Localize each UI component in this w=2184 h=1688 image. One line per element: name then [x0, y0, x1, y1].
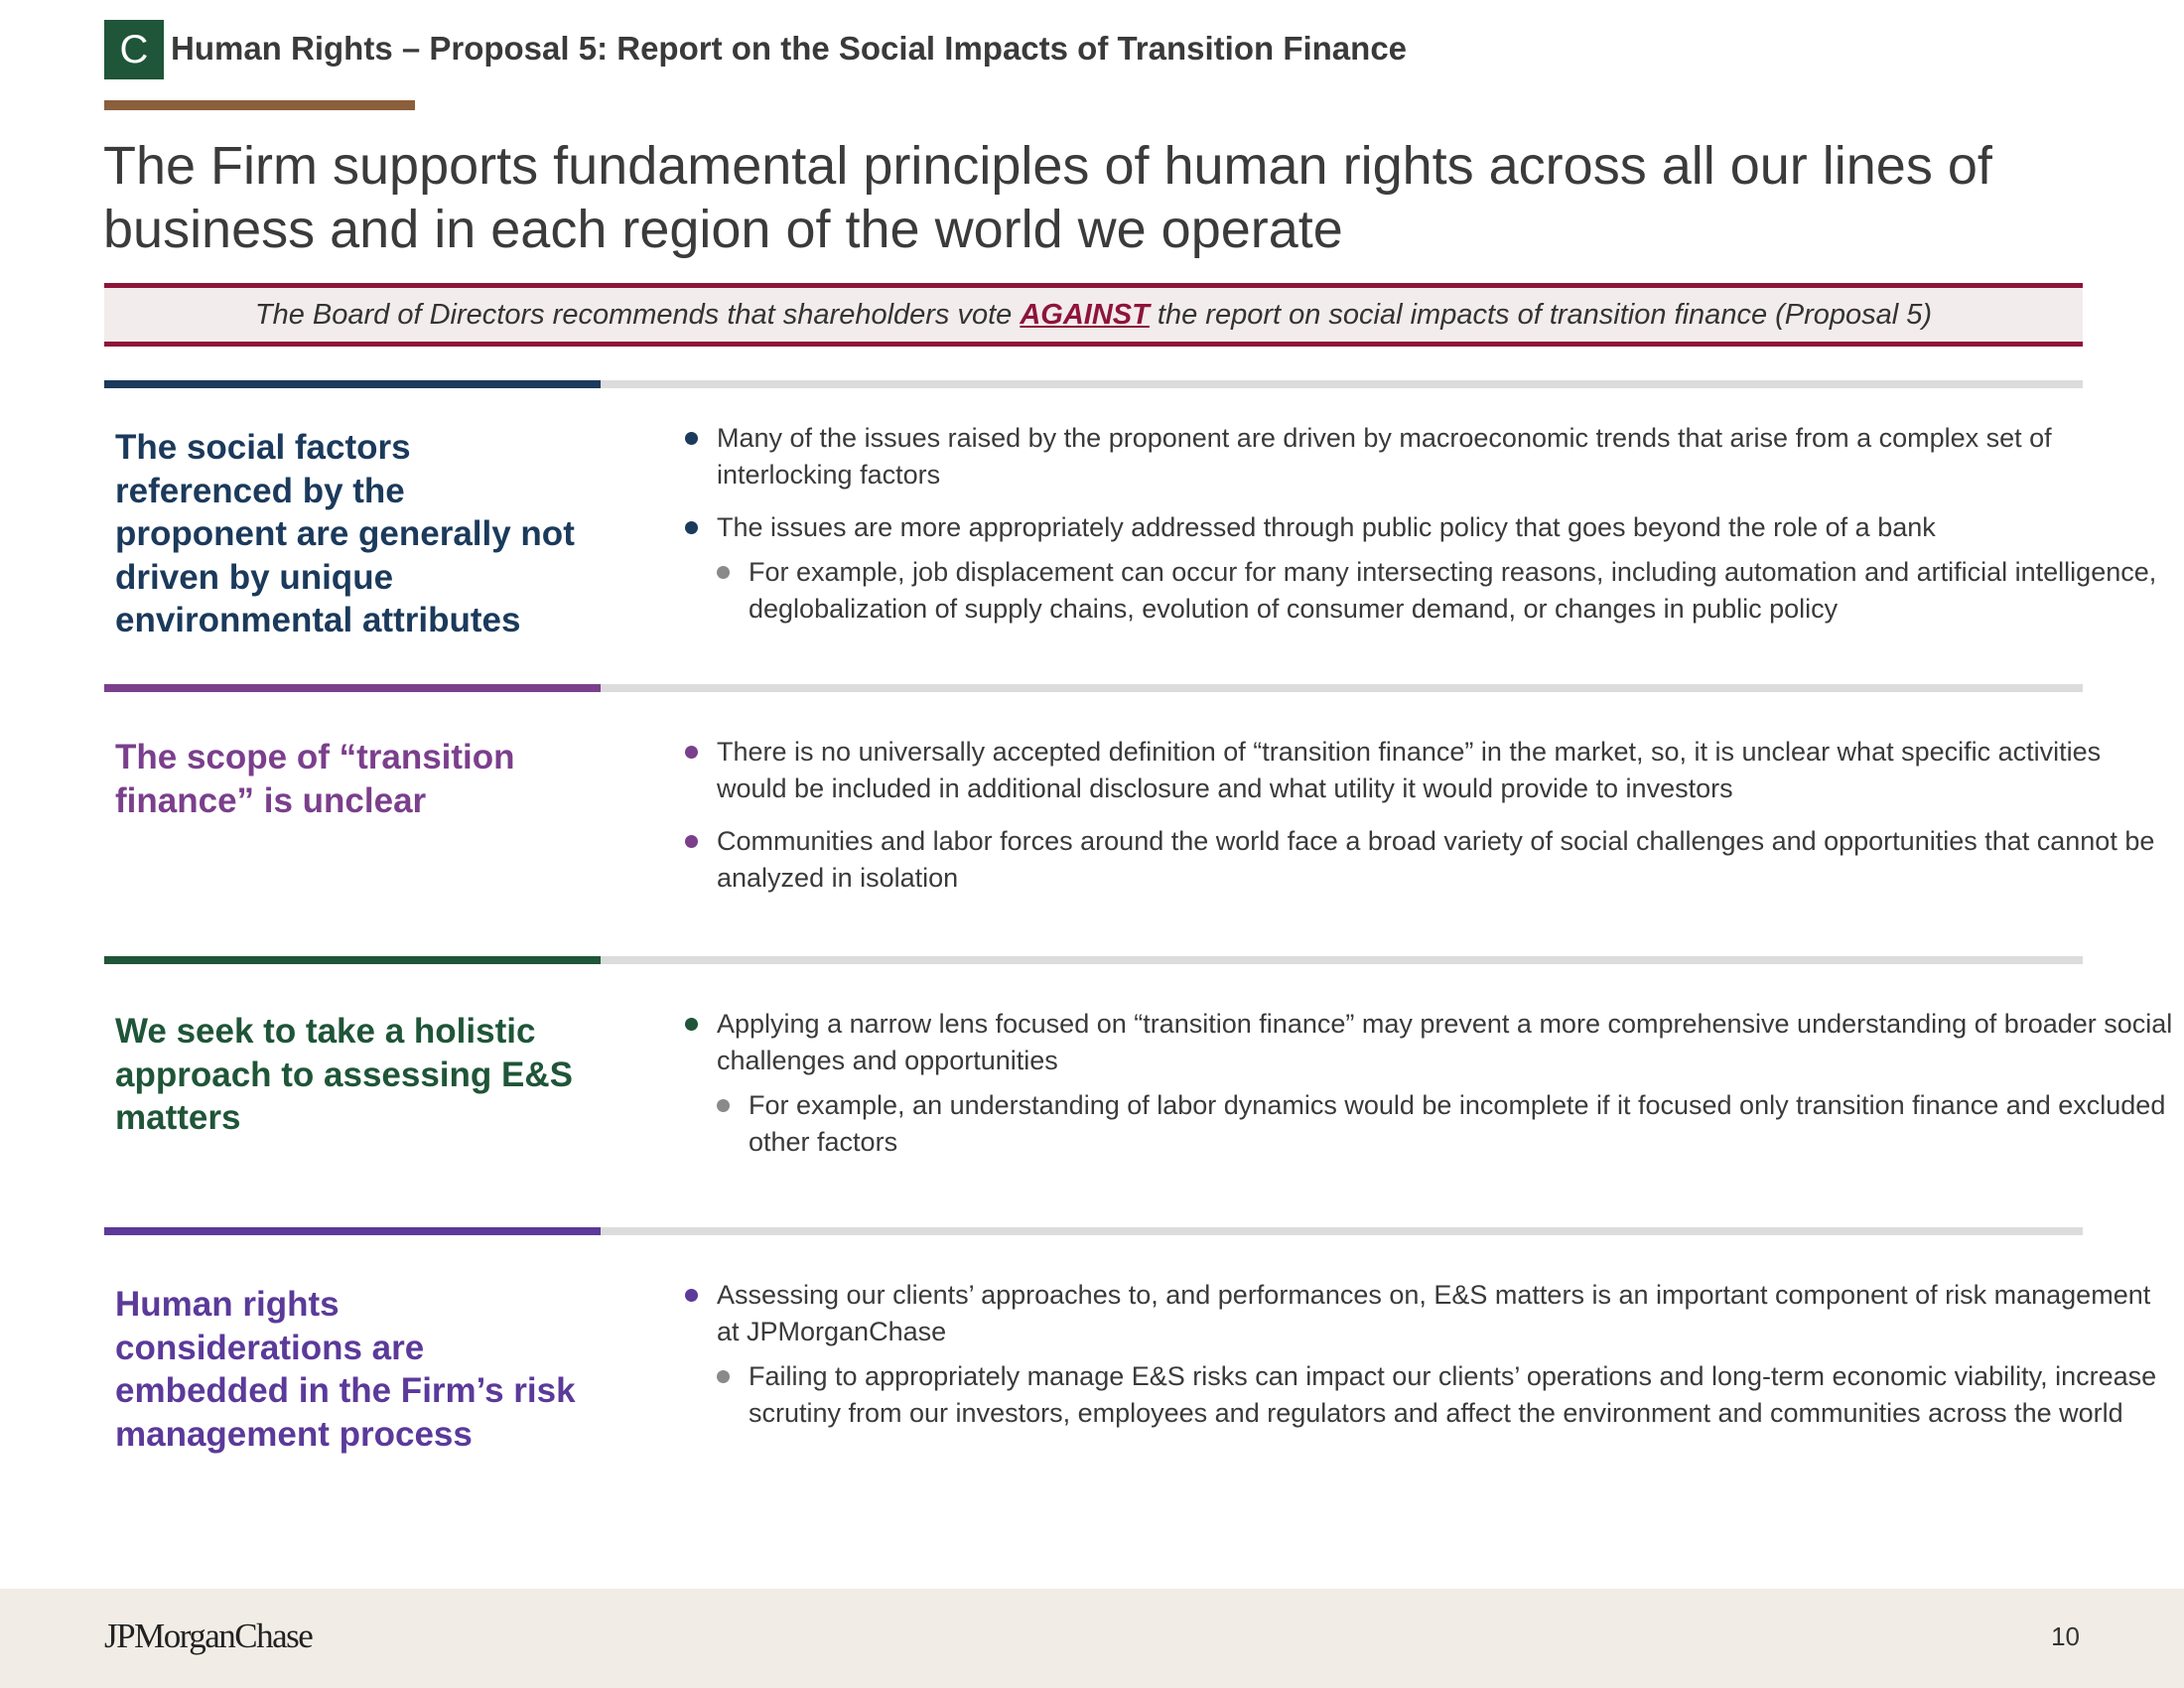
row-heading: The social factors referenced by the proponent are generally not driven by unique environmental attributes: [115, 428, 575, 639]
banner-text-after: the report on social impacts of transition finance (Proposal 5): [1149, 299, 1933, 331]
row-heading: Human rights considerations are embedded in the Firm’s risk management process: [115, 1285, 576, 1454]
sub-bullet-icon: [717, 1099, 730, 1112]
bullet-icon: [685, 746, 698, 759]
section-title: Human Rights – Proposal 5: Report on the Social Impacts of Transition Finance: [171, 30, 1408, 67]
bullet-text: There is no universally accepted definition of “transition finance” in the market, so, it is unclear what specific activities would be included in additional disclosure and what utility it would provide to investors: [717, 737, 2102, 803]
list-item: [685, 734, 2174, 807]
sub-bullet-text: For example, an understanding of labor dynamics would be incomplete if it focused only transition finance and excluded other factors: [749, 1090, 2166, 1157]
bullet-text: Applying a narrow lens focused on “transition finance” may prevent a more comprehensive understanding of broader social challenges and opportunities: [717, 1009, 2173, 1075]
sub-bullet-text: For example, job displacement can occur for many intersecting reasons, including automation and artificial intelligence, deglobalization of supply chains, evolution of consumer demand, or changes in public policy: [749, 557, 2157, 624]
list-item: [685, 1006, 2174, 1079]
section-badge: C: [104, 20, 164, 79]
board-recommendation-banner: [104, 283, 2083, 347]
row-divider-accent: [104, 1227, 601, 1235]
bullet-icon: [685, 835, 698, 848]
sub-bullet-icon: [717, 566, 730, 579]
page-footer: [0, 1589, 2184, 1688]
page-number: 10: [2051, 1621, 2080, 1651]
row-heading: We seek to take a holistic approach to assessing E&S matters: [115, 1012, 573, 1137]
bullet-list: [685, 1277, 2174, 1448]
bullet-text: Many of the issues raised by the proponent are driven by macroeconomic trends that arise from a complex set of interlocking factors: [717, 423, 2052, 490]
page-headline: The Firm supports fundamental principles of human rights across all our lines of business and in each region of the world we operate: [103, 136, 1992, 259]
banner-text-before: The Board of Directors recommends that shareholders vote: [254, 299, 1021, 331]
argument-row-1: [104, 380, 2157, 678]
bullet-text: Assessing our clients’ approaches to, and performances on, E&S matters is an important component of risk management at JPMorganChase: [717, 1280, 2151, 1346]
sub-bullet-icon: [717, 1370, 730, 1383]
bullet-icon: [685, 521, 698, 534]
list-item: [685, 1277, 2174, 1350]
row-heading: The scope of “transition finance” is unclear: [115, 738, 515, 820]
bullet-icon: [685, 432, 698, 445]
bullet-list: [685, 420, 2174, 643]
bullet-icon: [685, 1289, 698, 1302]
row-divider-accent: [104, 956, 601, 964]
bullet-list: [685, 1006, 2174, 1177]
row-divider-accent: [104, 684, 601, 692]
title-underline: [104, 100, 415, 110]
company-logo: JPMorganChase: [104, 1617, 313, 1655]
bullet-text: The issues are more appropriately addressed through public policy that goes beyond the role of a bank: [717, 512, 1936, 542]
list-item: [685, 823, 2174, 897]
bullet-icon: [685, 1018, 698, 1031]
sub-bullet-text: Failing to appropriately manage E&S risks can impact our clients’ operations and long-term economic viability, increase scrutiny from our investors, employees and regulators and affect the environment and communities across the world: [749, 1361, 2157, 1428]
banner-emphasis: AGAINST: [1020, 299, 1150, 331]
sub-list-item: [685, 1358, 2174, 1432]
argument-row-3: [104, 956, 2173, 1224]
row-divider-accent: [104, 380, 601, 388]
sub-list-item: [685, 1087, 2174, 1161]
argument-row-4: [104, 1227, 2157, 1525]
argument-row-2: [104, 684, 2155, 952]
sub-list-item: [685, 554, 2174, 628]
list-item: [685, 509, 2174, 546]
bullet-text: Communities and labor forces around the world face a broad variety of social challenges and opportunities that cannot be analyzed in isolation: [717, 826, 2155, 893]
bullet-list: [685, 734, 2174, 913]
list-item: [685, 420, 2174, 493]
